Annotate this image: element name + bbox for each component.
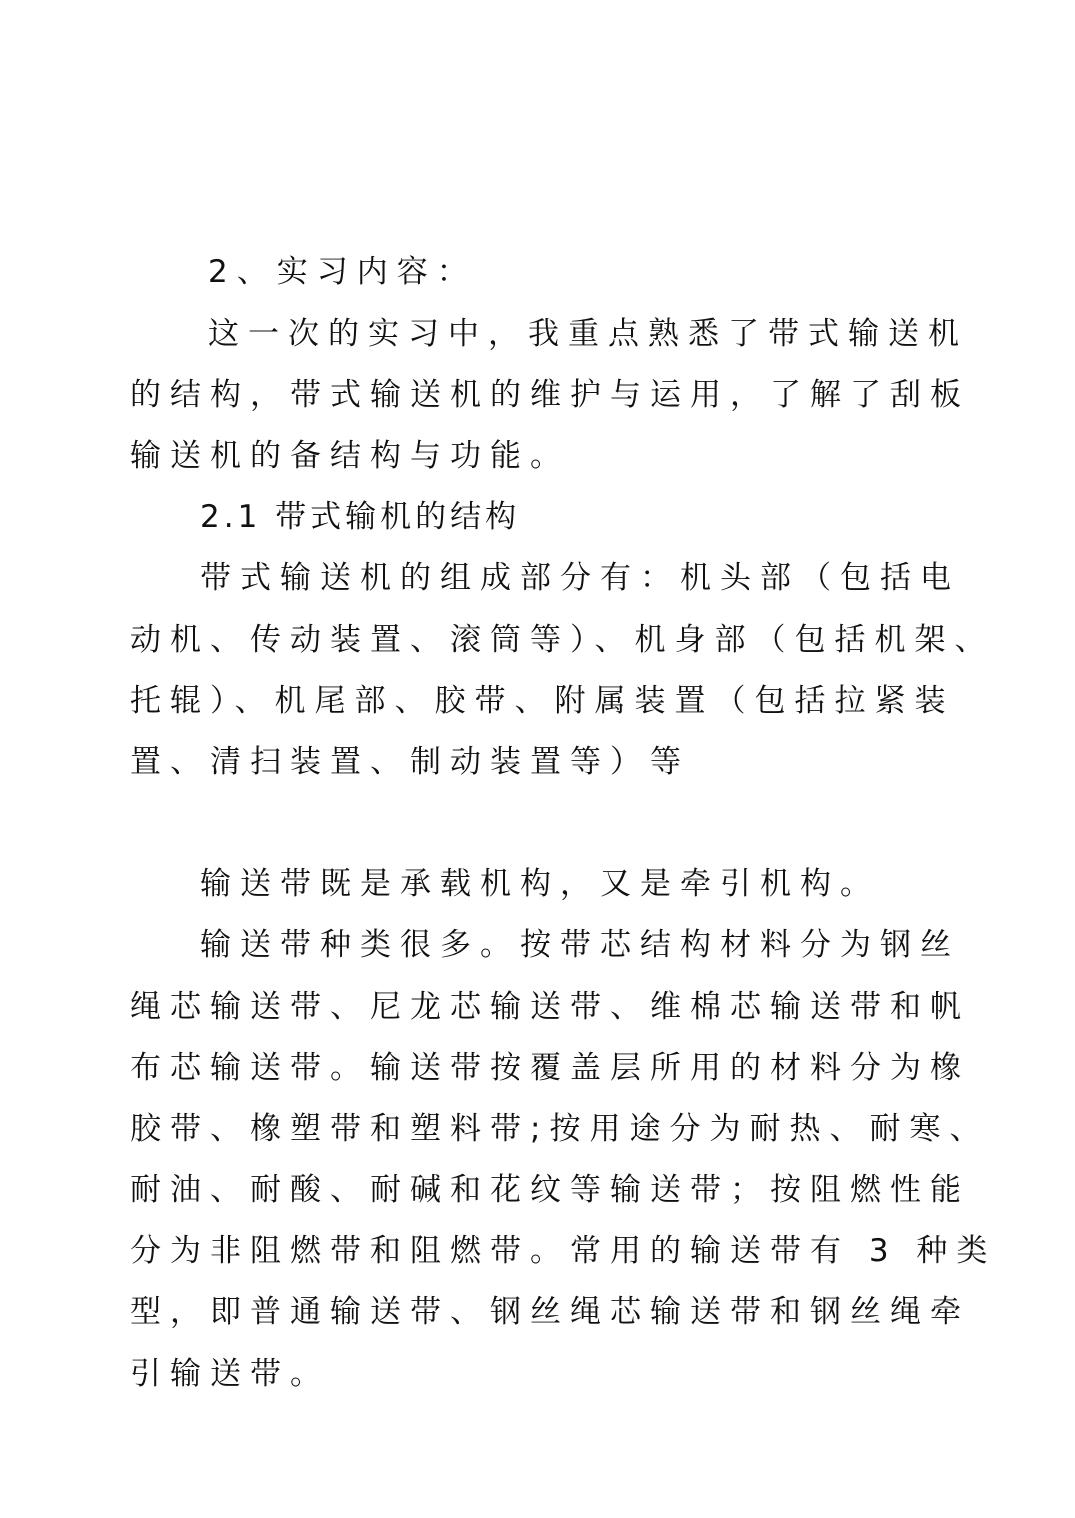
- belt-types-line-8: 引输送带。: [130, 1356, 330, 1392]
- belt-types-line-6: 分为非阻燃带和阻燃带。常用的输送带有 3 种类: [130, 1233, 997, 1269]
- composition-line-3: 托辊）、机尾部、胶带、附属装置（包括拉紧装: [130, 683, 955, 719]
- composition-line-1: 带式输送机的组成部分有：机头部（包括电: [200, 560, 960, 596]
- composition-line-2: 动机、传动装置、滚筒等）、机身部（包括机架、: [130, 622, 995, 658]
- belt-types-line-5: 耐油、耐酸、耐碱和花纹等输送带；按阻燃性能: [130, 1172, 970, 1208]
- belt-types-line-1: 输送带种类很多。按带芯结构材料分为钢丝: [200, 927, 960, 963]
- composition-line-4: 置、清扫装置、制动装置等）等: [130, 744, 690, 780]
- intro-line-2: 的结构，带式输送机的维护与运用，了解了刮板: [130, 377, 970, 413]
- intro-line-3: 输送机的备结构与功能。: [130, 438, 570, 474]
- belt-types-line-4: 胶带、橡塑带和塑料带;按用途分为耐热、耐寒、: [130, 1111, 990, 1147]
- section-heading: 2、实习内容：: [208, 254, 477, 290]
- belt-types-line-3: 布芯输送带。输送带按覆盖层所用的材料分为橡: [130, 1050, 970, 1086]
- intro-line-1: 这一次的实习中，我重点熟悉了带式输送机: [208, 316, 968, 352]
- belt-types-line-7: 型，即普通输送带、钢丝绳芯输送带和钢丝绳牵: [130, 1294, 970, 1330]
- belt-role-line: 输送带既是承载机构，又是牵引机构。: [200, 866, 880, 902]
- subheading: 2.1 带式输机的结构: [200, 499, 521, 535]
- belt-types-line-2: 绳芯输送带、尼龙芯输送带、维棉芯输送带和帆: [130, 989, 970, 1025]
